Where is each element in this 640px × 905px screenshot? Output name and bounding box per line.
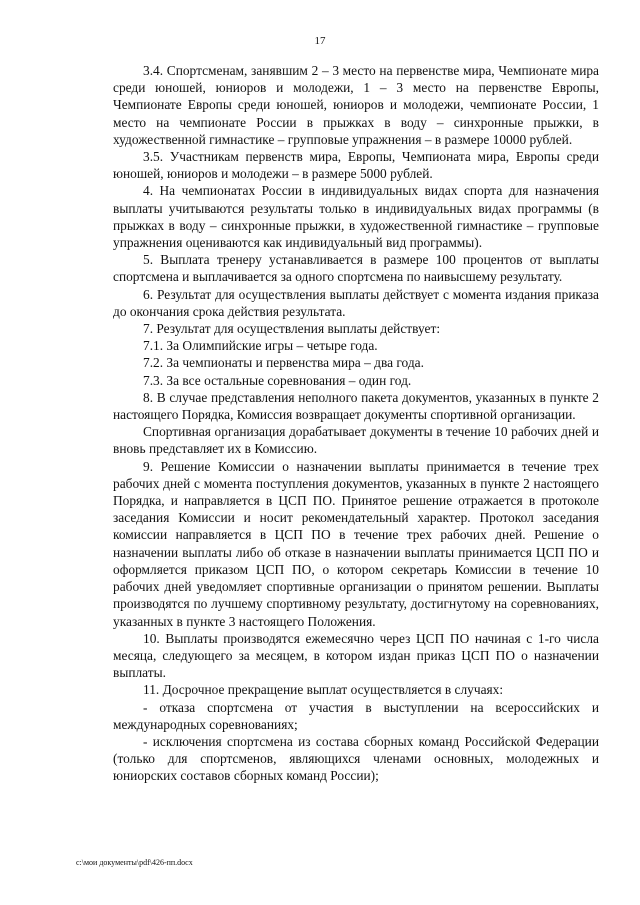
footer-file-path: c:\мои документы\pdf\426-пп.docx	[76, 858, 193, 867]
paragraph-9: 9. Решение Комиссии о назначении выплаты принимается в течение трех рабочих дней с момента поступления документов, указанных в пункте 2 настоящего Порядка, и направляется в ЦСП ПО. Принятое решение отражается в протоколе заседания Комиссии и носит рекомендательный характер. Протокол заседания комиссии направляется в ЦСП ПО в течение трех рабочих дней. Решение о назначении выплаты либо об отказе в назначении выплаты принимается ЦСП ПО и оформляется приказом ЦСП ПО, о котором секретарь Комиссии в течение 10 рабочих дней уведомляет спортивные организации о принятом решении. Выплаты производятся по лучшему спортивному результату, достигнутому на соревнованиях, указанных в пункте 3 настоящего Положения.	[113, 458, 599, 629]
paragraph-8-continued: Спортивная организация дорабатывает документы в течение 10 рабочих дней и вновь представляет их в Комиссию.	[113, 424, 599, 457]
list-item-exclusion: - исключения спортсмена из состава сборных команд Российской Федерации (только для спортсменов, являющихся членами основных, молодежных и юниорских составов сборных команд России);	[113, 733, 599, 784]
paragraph-11: 11. Досрочное прекращение выплат осуществляется в случаях:	[143, 682, 504, 698]
paragraph-3-4: 3.4. Спортсменам, занявшим 2 – 3 место на первенстве мира, Чемпионате мира среди юношей, юниоров и молодежи, 1 – 3 место на первенстве Европы, Чемпионате Европы среди юношей, юниоров и молодежи, чемпионате России, 1 место на чемпионате России в прыжках в воду – синхронные прыжки, в художественной гимнастике – групповые упражнения – в размере 10000 рублей.	[113, 63, 599, 147]
paragraph-10: 10. Выплаты производятся ежемесячно через ЦСП ПО начиная с 1-го числа месяца, следующего за месяцем, в котором издан приказ ЦСП ПО о назначении выплаты.	[113, 630, 599, 681]
paragraph-4: 4. На чемпионатах России в индивидуальных видах спорта для назначения выплаты учитываются результаты только в индивидуальных видах программы (в прыжках в воду – синхронные прыжки, в художественной гимнастике – групповые упражнения оцениваются как индивидуальный вид программы).	[113, 183, 599, 251]
paragraph-3-5: 3.5. Участникам первенств мира, Европы, Чемпионата мира, Европы среди юношей, юниоров и молодежи – в размере 5000 рублей.	[113, 149, 599, 182]
paragraph-7: 7. Результат для осуществления выплаты действует:	[143, 321, 441, 337]
paragraph-5: 5. Выплата тренеру устанавливается в размере 100 процентов от выплаты спортсмена и выплачивается за одного спортсмена по наивысшему результату.	[113, 252, 599, 285]
paragraph-6: 6. Результат для осуществления выплаты действует с момента издания приказа до окончания срока действия результата.	[113, 286, 599, 319]
document-body	[113, 62, 599, 785]
paragraph-7-1: 7.1. За Олимпийские игры – четыре года.	[143, 338, 378, 354]
list-item-refusal: - отказа спортсмена от участия в выступлении на всероссийских и международных соревнованиях;	[113, 699, 599, 732]
page-number: 17	[314, 35, 326, 47]
paragraph-7-3: 7.3. За все остальные соревнования – один год.	[143, 372, 412, 388]
paragraph-7-2: 7.2. За чемпионаты и первенства мира – два года.	[143, 355, 424, 371]
paragraph-8: 8. В случае представления неполного пакета документов, указанных в пункте 2 настоящего Порядка, Комиссия возвращает документы спортивной организации.	[113, 389, 599, 423]
